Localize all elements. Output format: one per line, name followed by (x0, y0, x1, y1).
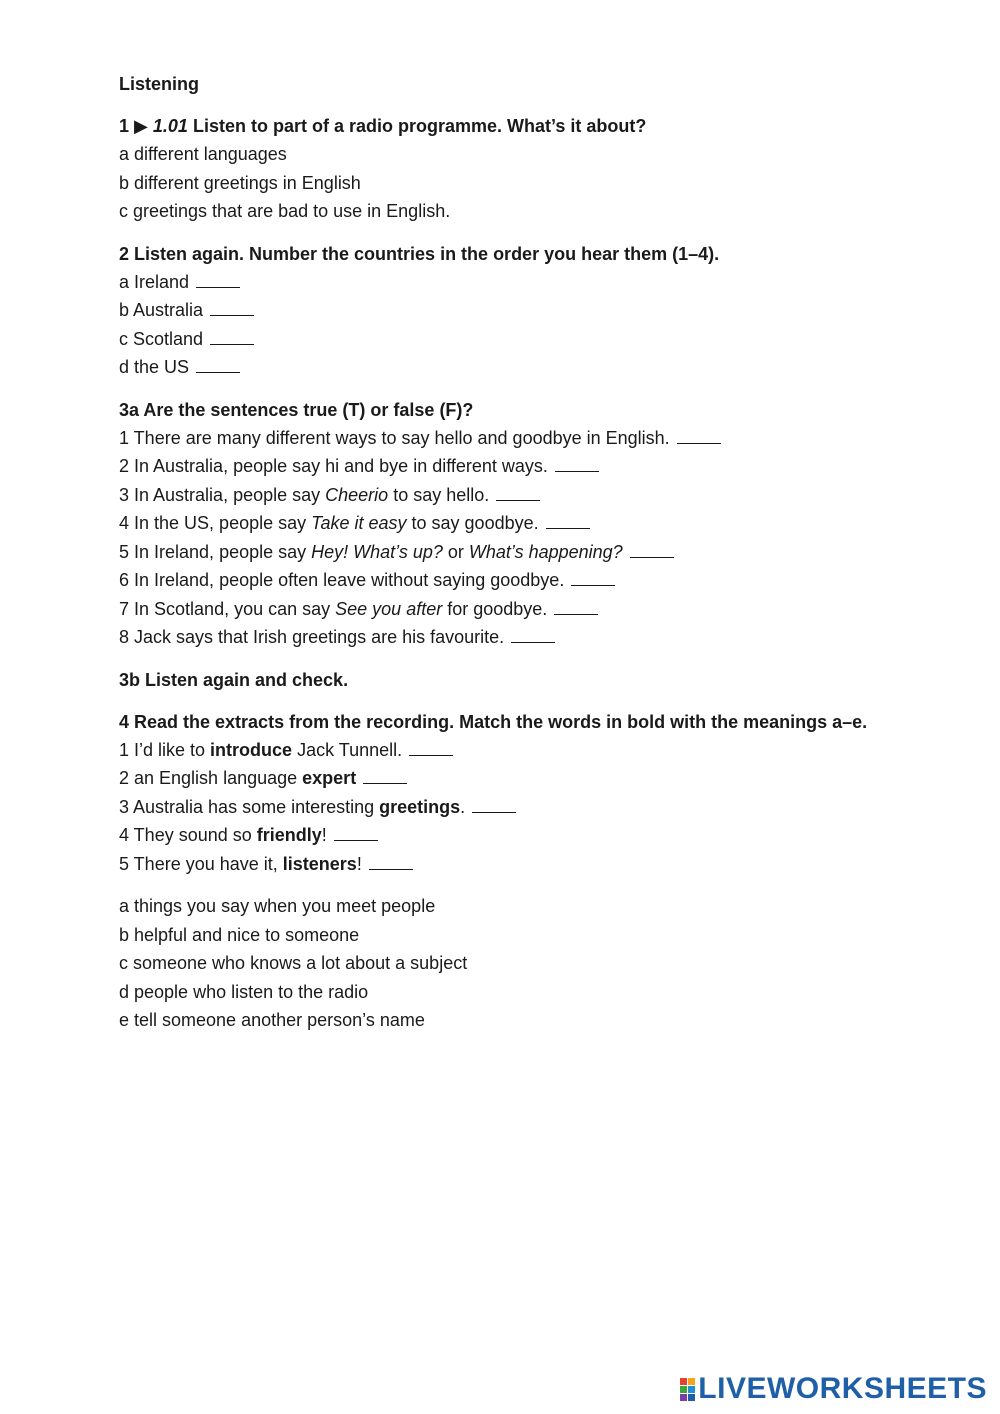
list-item: 3 In Australia, people say Cheerio to say hello. (119, 481, 939, 510)
list-item: d the US (119, 353, 939, 382)
worksheet (119, 70, 939, 1049)
meaning-item: b helpful and nice to someone (119, 924, 360, 945)
answer-blank[interactable] (334, 826, 378, 841)
answer-blank[interactable] (496, 486, 540, 501)
list-item: 4 In the US, people say Take it easy to say goodbye. (119, 509, 939, 538)
answer-blank[interactable] (630, 543, 674, 558)
answer-blank[interactable] (210, 330, 254, 345)
question-3a-heading: 3a Are the sentences true (T) or false (F)? (119, 399, 474, 420)
logo-tile (688, 1386, 695, 1393)
question-2 (119, 240, 939, 382)
list-item: 8 Jack says that Irish greetings are his favourite. (119, 623, 939, 652)
meaning-item: d people who listen to the radio (119, 981, 369, 1002)
question-1-heading: 1 ▶ 1.01 Listen to part of a radio programme. What’s it about? (119, 116, 647, 136)
list-item: 3 Australia has some interesting greetings. (119, 793, 939, 822)
question-3a (119, 396, 939, 652)
list-item: b Australia (119, 296, 939, 325)
option-c[interactable]: c greetings that are bad to use in English. (119, 201, 451, 221)
question-4 (119, 708, 939, 1035)
answer-blank[interactable] (409, 741, 453, 756)
answer-blank[interactable] (210, 301, 254, 316)
answer-blank[interactable] (555, 457, 599, 472)
list-item: c Scotland (119, 325, 939, 354)
question-3b-heading: 3b Listen again and check. (119, 669, 349, 690)
option-b[interactable]: b different greetings in English (119, 172, 361, 193)
answer-blank[interactable] (369, 855, 413, 870)
logo-tile (688, 1394, 695, 1401)
list-item: 1 I’d like to introduce Jack Tunnell. (119, 736, 939, 765)
question-3b (119, 666, 939, 694)
list-item: 4 They sound so friendly! (119, 821, 939, 850)
logo-icon (680, 1378, 695, 1401)
answer-blank[interactable] (196, 358, 240, 373)
option-a[interactable]: a different languages (119, 144, 287, 164)
track-number: 1.01 (152, 116, 188, 136)
list-item: 2 In Australia, people say hi and bye in different ways. (119, 452, 939, 481)
answer-blank[interactable] (363, 769, 407, 784)
meaning-item: a things you say when you meet people (119, 896, 436, 916)
page-title: Listening (119, 74, 199, 94)
list-item: 5 There you have it, listeners! (119, 850, 939, 879)
answer-blank[interactable] (546, 514, 590, 529)
liveworksheets-logo[interactable] (680, 1372, 987, 1406)
answer-blank[interactable] (511, 628, 555, 643)
logo-tile (680, 1394, 687, 1401)
list-item: 6 In Ireland, people often leave without saying goodbye. (119, 566, 939, 595)
list-item: 2 an English language expert (119, 764, 939, 793)
answer-blank[interactable] (554, 600, 598, 615)
list-item: a Ireland (119, 268, 939, 297)
answer-blank[interactable] (677, 429, 721, 444)
list-item: 7 In Scotland, you can say See you after for goodbye. (119, 595, 939, 624)
logo-tile (688, 1378, 695, 1385)
list-item: 5 In Ireland, people say Hey! What’s up? or What’s happening? (119, 538, 939, 567)
question-1 (119, 112, 939, 226)
answer-blank[interactable] (571, 571, 615, 586)
logo-tile (680, 1386, 687, 1393)
answer-blank[interactable] (472, 798, 516, 813)
play-icon[interactable]: ▶ (134, 116, 148, 136)
list-item: 1 There are many different ways to say hello and goodbye in English. (119, 424, 939, 453)
logo-tile (680, 1378, 687, 1385)
question-4-heading: 4 Read the extracts from the recording. Match the words in bold with the meanings a–e. (119, 711, 868, 732)
meaning-item: c someone who knows a lot about a subject (119, 953, 468, 973)
answer-blank[interactable] (196, 273, 240, 288)
question-2-heading: 2 Listen again. Number the countries in the order you hear them (1–4). (119, 243, 720, 264)
meaning-item: e tell someone another person’s name (119, 1010, 425, 1030)
brand-name: LIVEWORKSHEETS (698, 1372, 987, 1405)
